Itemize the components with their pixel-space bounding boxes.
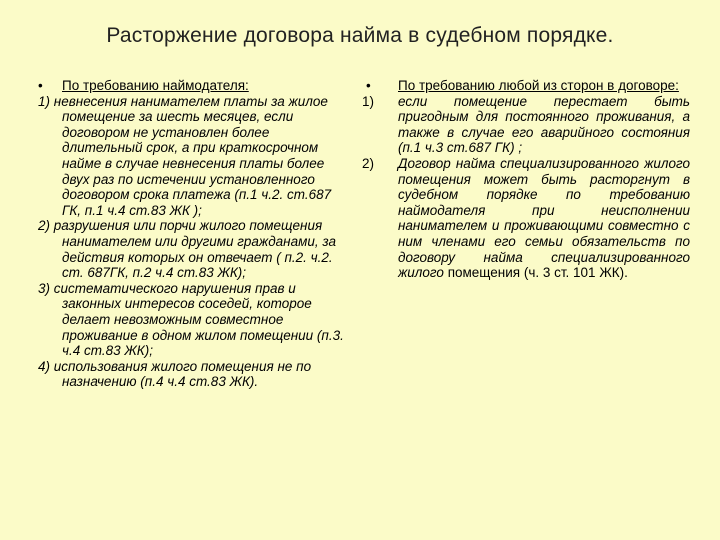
left-item-3: 3) систематического нарушения прав и законных интересов соседей, которое делает невозможным совместное проживание в одном жилом помещении (п.3. ч.4 ст.83 ЖК); (38, 280, 344, 359)
left-item-2: 2) разрушения или порчи жилого помещения нанимателем или другими гражданами, за действия которых он отвечает ( п.2. ч.2. ст. 687ГК, п.2 ч.4 ст.83 ЖК); (38, 218, 337, 281)
left-item-4: 4) использования жилого помещения не по назначению (п.4 ч.4 ст.83 ЖК). (38, 358, 312, 390)
left-item-1: 1) невнесения нанимателем платы за жилое помещение за шесть месяцев, если договором не установлен более длительный срок, а при краткосрочном найме в случае невнесения платы более двух раз по истечении установленного договором срока платежа (п.1 ч.2. ст.687 ГК, п.1 ч.4 ст.83 ЖК ); (38, 93, 332, 218)
right-item-1 (362, 94, 690, 156)
right-item-2-num: 2) (362, 155, 375, 171)
right-heading-text: По требованию любой из сторон в договоре: (398, 78, 679, 93)
right-item-2-text: Договор найма специализированного жилого помещения может быть расторгнут в судебном порядке по требованию наймодателя при неисполнении нанимателем и проживающими совместно с ним членами его семьи обязательств по договору найма специализированного жилого помещения (ч. 3 ст. 101 ЖК). (398, 155, 690, 281)
left-heading-text: По требованию наймодателя: (62, 78, 249, 93)
right-item-1-num: 1) (362, 93, 375, 109)
bullet-icon: • (366, 78, 371, 93)
left-column (38, 78, 344, 390)
left-heading (38, 78, 344, 94)
slide-title: Расторжение договора найма в судебном порядке. (106, 24, 614, 47)
right-item-1-text: если помещение перестает быть пригодным для постоянного проживания, а также в случае его аварийного состояния (п.1 ч.3 ст.687 ГК) ; (398, 93, 690, 156)
bullet-icon: • (38, 78, 43, 93)
right-item-2 (362, 156, 690, 281)
right-heading (362, 78, 690, 94)
right-column (362, 78, 690, 281)
